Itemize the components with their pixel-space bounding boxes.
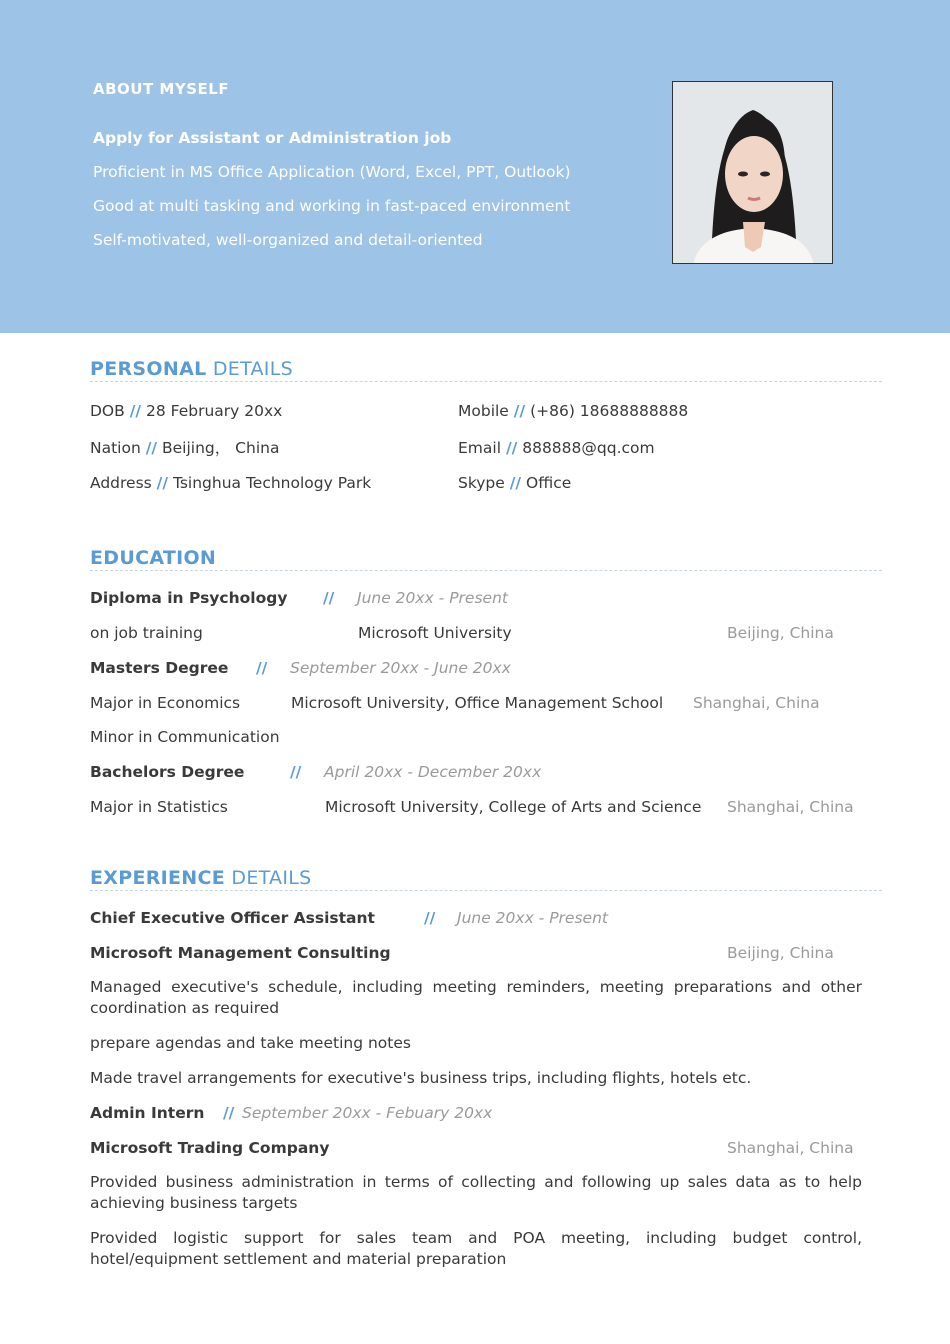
education-date: June 20xx - Present (357, 589, 508, 607)
separator: // (323, 589, 335, 607)
job-bullet: Provided logistic support for sales team and POA meeting, including budget control, hotel/equipment settlement and material preparation (90, 1229, 862, 1268)
about-title: ABOUT MYSELF (93, 80, 230, 98)
separator: // (256, 659, 268, 677)
job-location: Shanghai, China (727, 1139, 854, 1157)
about-lines (93, 128, 653, 264)
education-detail: Minor in Communication (90, 728, 280, 746)
section-title-education: EDUCATION (90, 547, 217, 569)
education-degree: Bachelors Degree (90, 763, 245, 781)
education-location: Shanghai, China (727, 798, 854, 816)
section-divider (90, 890, 882, 891)
job-bullet: Made travel arrangements for executive's business trips, including flights, hotels etc. (90, 1069, 752, 1087)
about-line: Self-motivated, well-organized and detail-oriented (93, 231, 483, 249)
job-role: Admin Intern (90, 1104, 205, 1122)
job-company: Microsoft Management Consulting (90, 944, 391, 962)
job-location: Beijing, China (727, 944, 834, 962)
portrait-image (673, 82, 833, 264)
education-school: Microsoft University (358, 624, 512, 642)
education-location: Shanghai, China (693, 694, 820, 712)
separator: // (290, 763, 302, 781)
about-line: Proficient in MS Office Application (Word, Excel, PPT, Outlook) (93, 163, 571, 181)
education-detail: Major in Economics (90, 694, 241, 712)
profile-photo (672, 81, 833, 264)
job-role: Chief Executive Officer Assistant (90, 909, 375, 927)
separator: // (223, 1104, 235, 1122)
job-date: June 20xx - Present (457, 909, 608, 927)
education-degree: Masters Degree (90, 659, 229, 677)
education-school: Microsoft University, College of Arts and Science (325, 798, 702, 816)
section-divider (90, 381, 882, 382)
education-date: April 20xx - December 20xx (324, 763, 542, 781)
skype-field: Skype // Office (458, 474, 572, 492)
dob-field: DOB // 28 February 20xx (90, 402, 283, 420)
about-line: Good at multi tasking and working in fast-paced environment (93, 197, 571, 215)
education-school: Microsoft University, Office Management School (291, 694, 664, 712)
section-divider (90, 570, 882, 571)
email-field: Email // 888888@qq.com (458, 439, 655, 457)
address-field: Address // Tsinghua Technology Park (90, 474, 372, 492)
education-degree: Diploma in Psychology (90, 589, 288, 607)
education-detail: on job training (90, 624, 203, 642)
education-location: Beijing, China (727, 624, 834, 642)
header-banner (0, 0, 950, 333)
section-title-experience: EXPERIENCE DETAILS (90, 867, 312, 889)
about-line: Apply for Assistant or Administration job (93, 129, 452, 147)
job-bullet: Provided business administration in terms of collecting and following up sales data as to help achieving business targets (90, 1173, 862, 1212)
job-date: September 20xx - Febuary 20xx (242, 1104, 493, 1122)
education-date: September 20xx - June 20xx (290, 659, 511, 677)
mobile-field: Mobile // (+86) 18688888888 (458, 402, 689, 420)
separator: // (424, 909, 436, 927)
job-bullet: Managed executive's schedule, including meeting reminders, meeting preparations and other coordination as required (90, 978, 862, 1017)
job-bullet: prepare agendas and take meeting notes (90, 1034, 411, 1052)
job-company: Microsoft Trading Company (90, 1139, 330, 1157)
education-detail: Major in Statistics (90, 798, 228, 816)
nation-field: Nation // Beijing， China (90, 439, 280, 457)
section-title-personal: PERSONAL DETAILS (90, 358, 293, 380)
